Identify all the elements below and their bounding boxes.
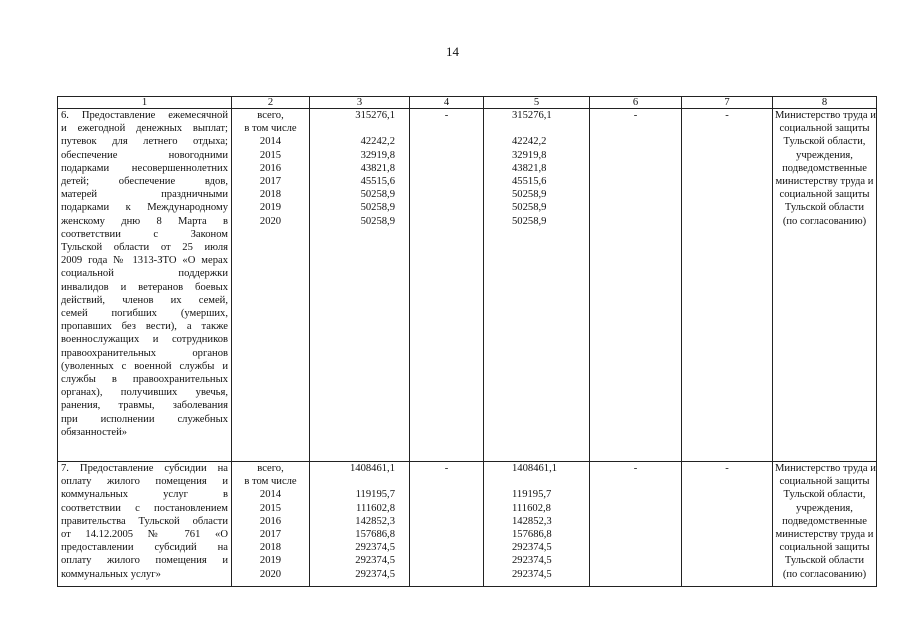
- measure-description: [58, 109, 232, 462]
- executor-cell: [773, 109, 877, 462]
- cell-line: 2016: [259, 162, 282, 174]
- total-funding-cell: [310, 109, 410, 462]
- cell-line: службы в правоохранительных: [61, 374, 228, 386]
- cell-line: социальной защиты: [779, 123, 870, 135]
- cell-line: социальной защиты: [779, 542, 870, 554]
- cell-line: 2016: [259, 515, 282, 527]
- cell-line: 119195,7: [355, 489, 395, 501]
- cell-line: 42242,2: [512, 136, 547, 148]
- cell-line: в том числе: [244, 476, 297, 488]
- cell-line: 292374,5: [512, 555, 552, 567]
- table-row: [58, 462, 877, 587]
- cell-line: 42242,2: [360, 136, 395, 148]
- years-cell: [232, 462, 310, 587]
- cell-line: 50258,9: [512, 202, 547, 214]
- cell-line: 315276,1: [512, 110, 552, 121]
- cell-line: министерству труда и: [775, 529, 874, 541]
- cell-line: социальной поддержки: [61, 268, 228, 280]
- header-cell: 7: [682, 97, 773, 109]
- cell-line: 43821,8: [360, 162, 395, 174]
- cell-line: 2017: [259, 529, 282, 541]
- cell-line: (по согласованию): [782, 215, 867, 227]
- cell-line: ранения, травмы, заболевания: [61, 400, 228, 412]
- cell-line: семей погибших (умерших,: [61, 308, 228, 320]
- cell-line: министерству труда и: [775, 176, 874, 188]
- header-cell: 4: [410, 97, 484, 109]
- cell-line: (уволенных с военной службы и: [61, 360, 228, 372]
- cell-line: обеспечение новогодними: [61, 149, 228, 161]
- header-cell: 6: [590, 97, 682, 109]
- cell-line: 157686,8: [355, 529, 395, 541]
- cell-line: всего,: [257, 463, 284, 474]
- cell-line: 119195,7: [512, 489, 552, 501]
- regional-funding-cell: [484, 109, 590, 462]
- table-row: [58, 109, 877, 462]
- municipal-funding-cell: -: [590, 109, 682, 462]
- cell-line: 2019: [259, 555, 282, 567]
- cell-line: и ежегодной денежных выплат;: [61, 123, 228, 135]
- cell-line: 315276,1: [355, 110, 395, 121]
- cell-line: 142852,3: [355, 515, 395, 527]
- cell-line: [512, 475, 587, 488]
- other-funding-cell: -: [682, 109, 773, 462]
- cell-line: 2020: [259, 568, 282, 580]
- cell-line: (по согласованию): [782, 568, 867, 580]
- cell-line: 1408461,1: [349, 463, 395, 474]
- cell-line: 45515,6: [360, 176, 395, 188]
- cell-line: 45515,6: [512, 176, 547, 188]
- cell-line: учреждения,: [796, 149, 853, 161]
- cell-line: подарками к Международному: [61, 202, 228, 214]
- cell-line: женскому дню 8 Марта в: [61, 215, 228, 227]
- federal-funding-cell: -: [410, 462, 484, 587]
- cell-line: 2014: [259, 489, 282, 501]
- cell-line: 292374,5: [512, 568, 552, 580]
- cell-line: 50258,9: [360, 202, 395, 214]
- cell-line: 2018: [259, 542, 282, 554]
- cell-line: коммунальных услуг в: [61, 489, 228, 501]
- other-funding-cell: -: [682, 462, 773, 587]
- cell-line: правительства Тульской области: [61, 515, 228, 527]
- header-cell: 8: [773, 97, 877, 109]
- regional-funding-cell: [484, 462, 590, 587]
- cell-line: всего,: [257, 110, 284, 121]
- header-cell: 2: [232, 97, 310, 109]
- cell-line: при исполнении служебных: [61, 413, 228, 425]
- cell-line: 50258,9: [360, 189, 395, 201]
- page-number: 14: [446, 44, 459, 59]
- cell-line: от 14.12.2005 № 761 «О: [61, 529, 228, 541]
- header-row: [58, 97, 877, 109]
- cell-line: [312, 122, 395, 135]
- header-cell: 3: [310, 97, 410, 109]
- cell-line: учреждения,: [796, 502, 853, 514]
- cell-line: 32919,8: [360, 149, 395, 161]
- cell-line: [512, 122, 587, 135]
- cell-line: коммунальных услуг»: [61, 568, 161, 580]
- cell-line: подведомственные: [782, 162, 867, 174]
- cell-line: Тульской области: [784, 202, 865, 214]
- federal-funding-cell: -: [410, 109, 484, 462]
- cell-line: 2015: [259, 149, 282, 161]
- cell-line: 50258,9: [512, 189, 547, 201]
- cell-line: обязанностей»: [61, 426, 128, 438]
- cell-line: предоставлении субсидий на: [61, 542, 228, 554]
- cell-line: Министерство труда и: [775, 463, 876, 474]
- cell-line: пропавших без вести), а также: [61, 321, 228, 333]
- cell-line: 292374,5: [355, 555, 395, 567]
- cell-line: [312, 475, 395, 488]
- years-cell: [232, 109, 310, 462]
- cell-line: 43821,8: [512, 162, 547, 174]
- program-table: [57, 96, 877, 587]
- cell-line: 111602,8: [356, 502, 395, 514]
- cell-line: Тульской области: [784, 555, 865, 567]
- cell-line: 111602,8: [512, 502, 551, 514]
- cell-line: путевок для летнего отдыха;: [61, 136, 228, 148]
- cell-line: социальной защиты: [779, 476, 870, 488]
- cell-line: 7. Предоставление субсидии на: [61, 463, 228, 474]
- cell-line: 292374,5: [355, 568, 395, 580]
- cell-line: Министерство труда и: [775, 110, 876, 121]
- cell-line: органах), получивших увечья,: [61, 387, 228, 399]
- cell-line: инвалидов и ветеранов боевых: [61, 281, 228, 293]
- executor-cell: [773, 462, 877, 587]
- total-funding-cell: [310, 462, 410, 587]
- cell-line: 292374,5: [355, 542, 395, 554]
- cell-line: 1408461,1: [512, 463, 558, 474]
- cell-line: оплату жилого помещения и: [61, 476, 228, 488]
- measure-description: [58, 462, 232, 587]
- cell-line: 2009 года № 1313-ЗТО «О мерах: [61, 255, 228, 267]
- cell-line: Тульской области,: [783, 489, 866, 501]
- cell-line: матерей праздничными: [61, 189, 228, 201]
- header-cell: 1: [58, 97, 232, 109]
- cell-line: подарками несовершеннолетних: [61, 162, 228, 174]
- cell-line: 2017: [259, 176, 282, 188]
- cell-line: детей; обеспечение вдов,: [61, 176, 228, 188]
- cell-line: 2019: [259, 202, 282, 214]
- cell-line: Тульской области от 25 июля: [61, 242, 228, 254]
- cell-line: 2014: [259, 136, 282, 148]
- municipal-funding-cell: -: [590, 462, 682, 587]
- cell-line: 32919,8: [512, 149, 547, 161]
- cell-line: социальной защиты: [779, 189, 870, 201]
- cell-line: Тульской области,: [783, 136, 866, 148]
- cell-line: 292374,5: [512, 542, 552, 554]
- cell-line: в том числе: [244, 123, 297, 135]
- cell-line: 2020: [259, 215, 282, 227]
- cell-line: военнослужащих и сотрудников: [61, 334, 228, 346]
- cell-line: 2018: [259, 189, 282, 201]
- cell-line: 50258,9: [360, 215, 395, 227]
- cell-line: соответствии с постановлением: [61, 502, 228, 514]
- cell-line: правоохранительных органов: [61, 347, 228, 359]
- cell-line: 157686,8: [512, 529, 552, 541]
- cell-line: соответствии с Законом: [61, 228, 228, 240]
- cell-line: 142852,3: [512, 515, 552, 527]
- cell-line: 50258,9: [512, 215, 547, 227]
- cell-line: 2015: [259, 502, 282, 514]
- cell-line: 6. Предоставление ежемесячной: [61, 110, 228, 121]
- cell-line: подведомственные: [782, 515, 867, 527]
- cell-line: оплату жилого помещения и: [61, 555, 228, 567]
- header-cell: 5: [484, 97, 590, 109]
- cell-line: действий, членов их семей,: [61, 294, 228, 306]
